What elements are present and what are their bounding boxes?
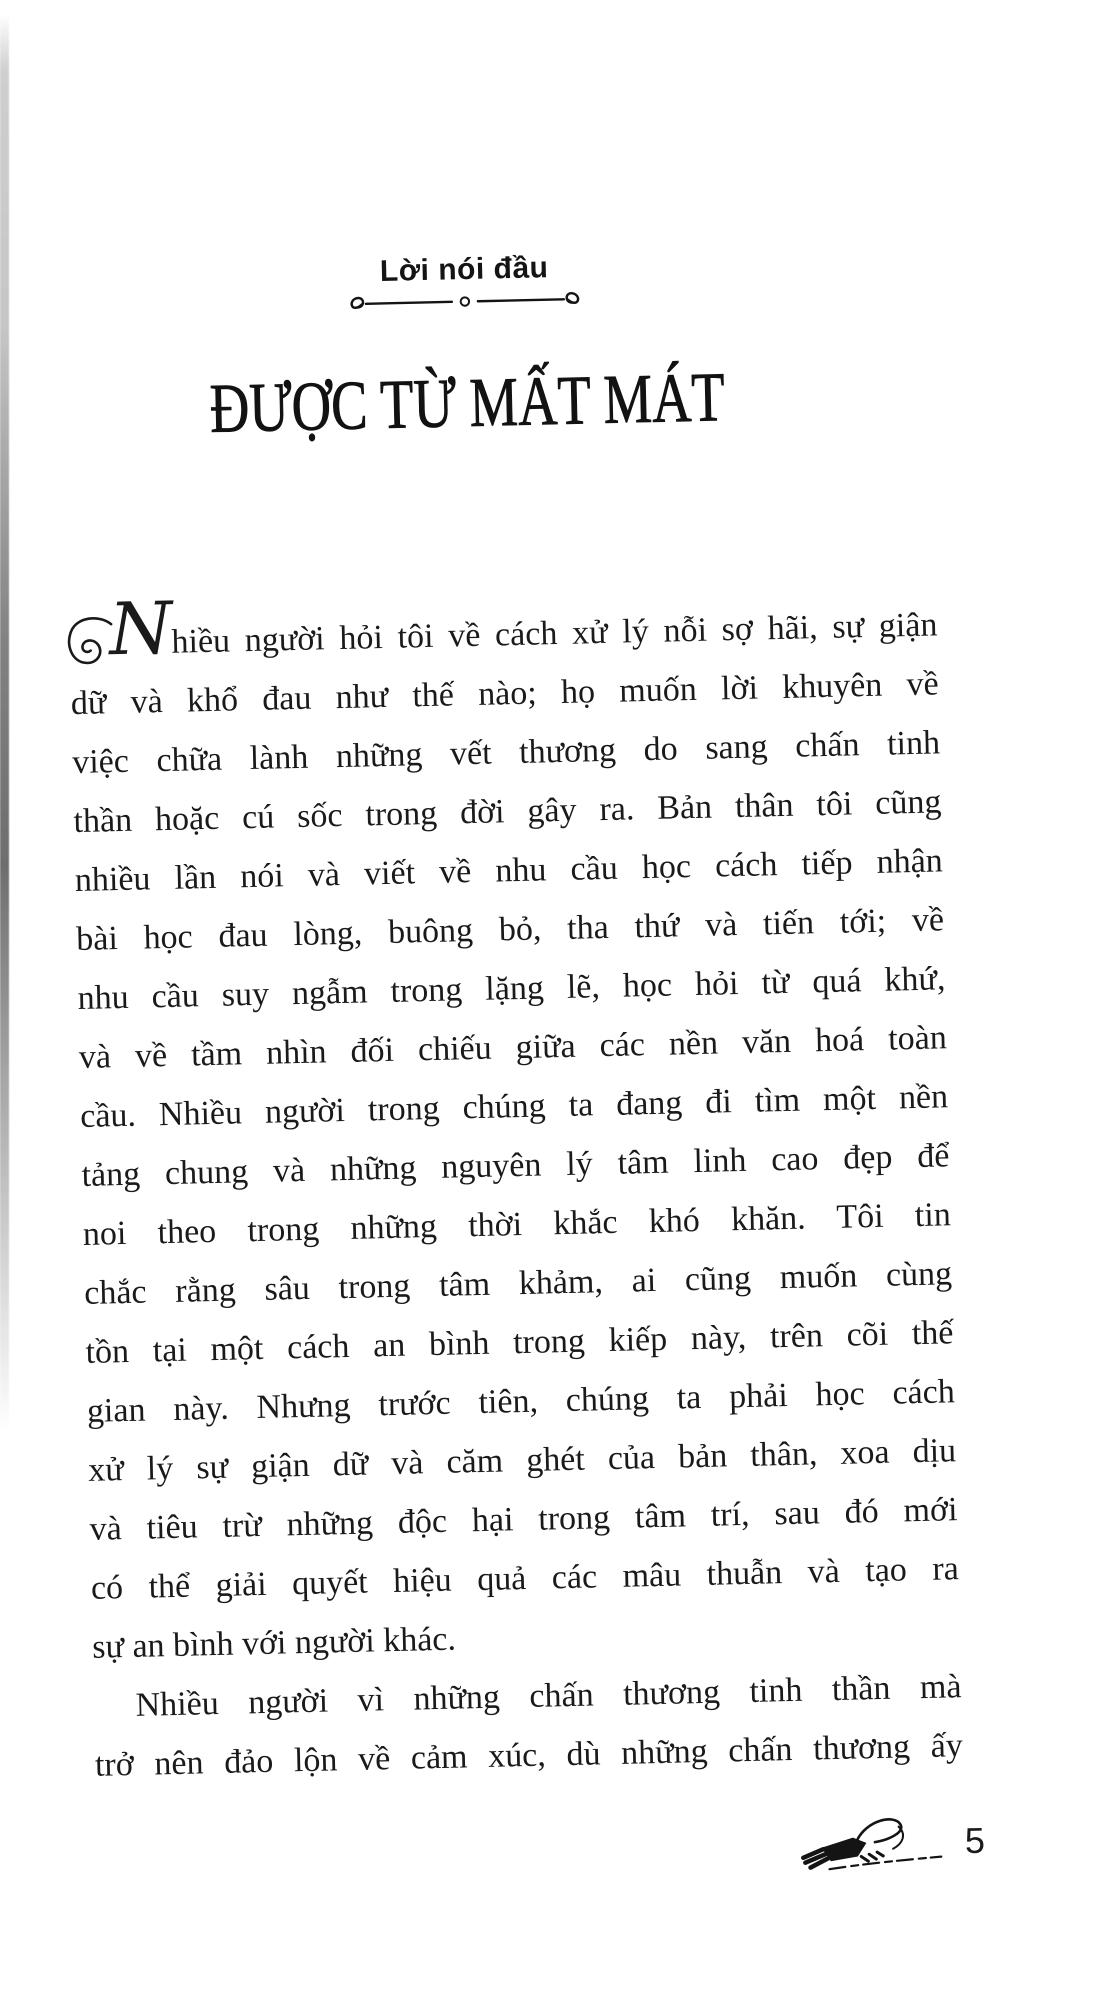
- text-line: chắc rằng sâu trong tâm khảm, ai cũng muốn cùng: [83, 1255, 953, 1312]
- text-line: thần hoặc cú sốc trong đời gây ra. Bản thân tôi cũng: [73, 783, 942, 841]
- page-number: 5: [964, 1819, 986, 1862]
- ornament-divider-icon: [346, 284, 585, 319]
- body-text: [69, 585, 964, 1794]
- text-line: nhu cầu suy ngẫm trong lặng lẽ, học hỏi từ quá khứ,: [77, 960, 946, 1018]
- text-line: và tiêu trừ những độc hại trong tâm trí, sau đó mới: [89, 1491, 958, 1548]
- text-line-span: hiều người hỏi tôi về cách xử lý nỗi sợ hãi, sự giận: [171, 606, 938, 661]
- text-line: có thể giải quyết hiệu quả các mâu thuẫn và tạo ra: [90, 1550, 960, 1607]
- text-line: bài học đau lòng, buông bỏ, tha thứ và tiến tới; về: [75, 901, 945, 959]
- text-line: gian này. Nhưng trước tiên, chúng ta phải học cách: [86, 1373, 956, 1430]
- heading-block: [24, 243, 908, 451]
- text-line: việc chữa lành những vết thương do sang chấn tinh: [71, 724, 941, 782]
- page-footer: [794, 1812, 985, 1876]
- text-line: sự an bình với người khác.: [91, 1620, 457, 1666]
- text-line: cầu. Nhiều người trong chúng ta đang đi tìm một nền: [79, 1078, 949, 1135]
- text-line: nhiều lần nói và viết về nhu cầu học cách tiếp nhận: [74, 842, 944, 900]
- text-line: dữ và khổ đau như thế nào; họ muốn lời khuyên về: [70, 665, 940, 723]
- text-line: trở nên đảo lộn về cảm xúc, dù những chấn thương ấy: [94, 1727, 964, 1784]
- bird-flourish-icon: [794, 1813, 945, 1876]
- text-line: noi theo trong những thời khắc khó khăn. Tôi tin: [82, 1196, 952, 1253]
- page-title: ĐƯỢC TỪ MẤT MÁT: [208, 359, 726, 448]
- text-line: tảng chung và những nguyên lý tâm linh cao đẹp để: [81, 1137, 950, 1194]
- drop-cap: N: [108, 585, 173, 672]
- text-line: Nhiều người vì những chấn thương tinh thần mà: [135, 1668, 962, 1724]
- section-label: Lời nói đầu: [379, 251, 549, 288]
- text-line: xử lý sự giận dữ và căm ghét của bản thân, xoa dịu: [87, 1432, 957, 1489]
- text-line: và về tầm nhìn đối chiếu giữa các nền văn hoá toàn: [78, 1019, 948, 1076]
- text-line: tồn tại một cách an bình trong kiếp này, trên cõi thế: [85, 1314, 954, 1371]
- drop-cap-flourish-icon: [61, 612, 114, 679]
